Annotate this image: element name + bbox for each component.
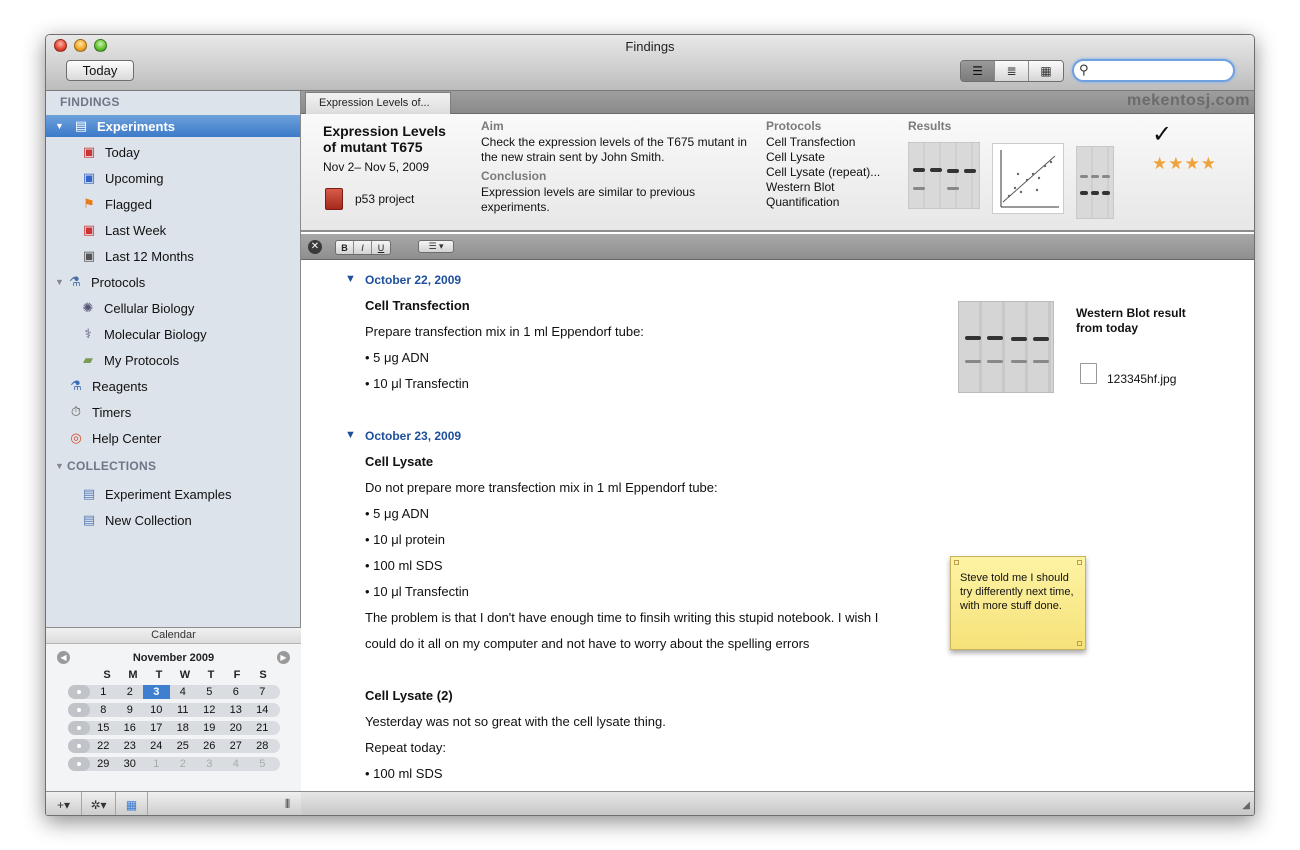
- cell-icon: ✺: [82, 300, 94, 315]
- bold-button[interactable]: B: [336, 241, 354, 254]
- list-view-icon[interactable]: ≣: [995, 61, 1029, 81]
- sidebar-item-molecular-biology[interactable]: [46, 323, 300, 345]
- western-blot-image[interactable]: [958, 301, 1054, 393]
- table-view-icon[interactable]: ▦: [1029, 61, 1063, 81]
- sidebar-item-label: Experiment Examples: [105, 486, 232, 502]
- calendar-month: November 2009: [132, 652, 215, 664]
- sidebar-item-cellular-biology[interactable]: [46, 297, 300, 319]
- entry-line: could do it all on my computer and not have to worry about the spelling errors: [365, 636, 810, 651]
- window-title: Findings: [625, 39, 675, 54]
- sidebar-item-protocols[interactable]: [46, 271, 300, 293]
- entry-disclosure-icon[interactable]: ▼: [345, 429, 356, 441]
- calendar-day[interactable]: 13: [229, 704, 242, 716]
- project-link[interactable]: p53 project: [355, 192, 415, 206]
- entry-line: Do not prepare more transfection mix in 1 ml Eppendorf tube:: [365, 480, 718, 495]
- calendar-week: [68, 685, 280, 699]
- calendar-day[interactable]: 9: [126, 704, 133, 716]
- attachment-filename[interactable]: 123345hf.jpg: [1107, 372, 1177, 386]
- weekday-label: W: [179, 669, 191, 681]
- experiment-title: Expression Levels of mutant T675: [323, 123, 446, 155]
- underline-button[interactable]: U: [372, 241, 390, 254]
- close-editor-icon[interactable]: ✕: [308, 240, 322, 254]
- aim-header: Aim: [481, 119, 504, 133]
- entry-title: Cell Transfection: [365, 298, 470, 313]
- calendar-day[interactable]: 16: [123, 722, 136, 734]
- results-header: Results: [908, 119, 952, 133]
- search-icon: ⚲: [1079, 62, 1089, 77]
- list-style-dropdown[interactable]: ☰ ▾: [418, 240, 454, 253]
- previous-month-icon[interactable]: ◀: [57, 651, 70, 664]
- entry-line: • 100 ml SDS: [365, 766, 443, 781]
- tab-bar: [301, 91, 1255, 114]
- entry-line: • 10 μl Transfectin: [365, 376, 469, 391]
- entry-line: • 10 μl protein: [365, 532, 445, 547]
- stopwatch-icon: ⏱: [70, 404, 82, 419]
- result-thumbnail-blot[interactable]: [908, 142, 980, 209]
- sidebar-item-label: New Collection: [105, 512, 192, 528]
- calendar-day[interactable]: 29: [97, 758, 110, 770]
- calendar-year-icon: ▣: [82, 248, 96, 263]
- text-format-control: [335, 240, 391, 255]
- entry-line: • 5 μg ADN: [365, 350, 430, 365]
- sidebar: [46, 91, 301, 816]
- week-select-icon[interactable]: [68, 721, 90, 735]
- entry-title: Cell Lysate (2): [365, 688, 453, 703]
- weekday-label: T: [207, 669, 215, 681]
- findings-window: [45, 34, 1255, 816]
- lifebuoy-icon: ◎: [70, 430, 82, 445]
- next-month-icon[interactable]: ▶: [277, 651, 290, 664]
- entry-line: • 10 μl Transfectin: [365, 584, 469, 599]
- toolbar: [46, 35, 1254, 91]
- calendar-day[interactable]: 5: [206, 686, 213, 698]
- weekday-label: T: [155, 669, 163, 681]
- calendar-day[interactable]: 10: [150, 704, 163, 716]
- sidebar-bottom-bar: [46, 791, 301, 816]
- calendar-week: [68, 721, 280, 735]
- sidebar-item-label: Today: [105, 144, 140, 160]
- protocol-item[interactable]: Cell Lysate: [766, 150, 825, 164]
- weekday-label: S: [259, 669, 267, 681]
- entry-line: Repeat today:: [365, 740, 446, 755]
- calendar-day[interactable]: 25: [176, 740, 189, 752]
- sticky-corner-icon: [954, 560, 959, 565]
- calendar-weekday-header: [94, 669, 276, 681]
- notebook-content[interactable]: [301, 261, 1255, 791]
- calendar-icon: ▣: [82, 222, 96, 237]
- completed-checkmark-icon[interactable]: ✓: [1152, 121, 1173, 148]
- calendar-day-today[interactable]: 3: [143, 685, 170, 699]
- sidebar-item-label: Cellular Biology: [104, 300, 195, 316]
- calendar-day[interactable]: 15: [97, 722, 110, 734]
- entry-line: • 5 μg ADN: [365, 506, 430, 521]
- calendar-day-next-month[interactable]: 4: [232, 758, 239, 770]
- entry-line: Prepare transfection mix in 1 ml Eppendorf tube:: [365, 324, 644, 339]
- attachment-title: Western Blot result from today: [1076, 306, 1186, 335]
- result-thumbnail-scatter[interactable]: [992, 143, 1064, 214]
- calendar-day[interactable]: 28: [256, 740, 269, 752]
- calendar-day[interactable]: 8: [100, 704, 107, 716]
- calendar-day-next-month[interactable]: 5: [259, 758, 266, 770]
- protocol-item[interactable]: Cell Lysate (repeat)...: [766, 165, 881, 179]
- window-resize-grip-icon[interactable]: ◢: [1242, 800, 1250, 811]
- disclosure-triangle-icon[interactable]: ▼: [55, 277, 64, 287]
- main-pane: [301, 91, 1255, 816]
- search-input[interactable]: [1094, 63, 1224, 79]
- entry-line: • 100 ml SDS: [365, 558, 443, 573]
- calendar-day[interactable]: 19: [203, 722, 216, 734]
- rating-stars[interactable]: ★★★★: [1152, 154, 1217, 173]
- calendar-day[interactable]: 11: [177, 704, 189, 716]
- weekday-label: S: [103, 669, 111, 681]
- entry-date: October 22, 2009: [365, 273, 462, 287]
- week-select-icon[interactable]: [68, 739, 90, 753]
- editor-toolbar: [301, 234, 1255, 260]
- conclusion-header: Conclusion: [481, 169, 547, 183]
- calendar-day[interactable]: 7: [259, 686, 266, 698]
- gear-menu-icon[interactable]: ✲▾: [82, 792, 116, 817]
- sidebar-item-label: Timers: [92, 404, 132, 420]
- calendar-day[interactable]: 30: [123, 758, 136, 770]
- sidebar-item-label: Help Center: [92, 430, 162, 446]
- protocol-item[interactable]: Cell Transfection: [766, 135, 856, 149]
- sidebar-item-my-protocols[interactable]: [46, 349, 300, 371]
- experiments-icon: ▤: [74, 118, 88, 133]
- calendar-week: [68, 757, 280, 771]
- flag-icon: ⚑: [83, 196, 95, 211]
- flask-icon: ⚗: [70, 378, 82, 393]
- calendar-week: [68, 703, 280, 717]
- week-select-icon[interactable]: [68, 703, 90, 717]
- sidebar-item-label: My Protocols: [104, 352, 180, 368]
- project-book-icon: [325, 188, 343, 210]
- entry-line: The problem is that I don't have enough time to finsih writing this stupid notebook. I wish I: [365, 610, 879, 625]
- calendar-day[interactable]: 12: [203, 704, 216, 716]
- aim-text: Check the expression levels of the T675 mutant in the new strain sent by John Smith.: [481, 135, 747, 164]
- result-thumbnail-blot-2[interactable]: [1076, 146, 1114, 219]
- calendar-week: [68, 739, 280, 753]
- calendar-day[interactable]: 18: [176, 722, 189, 734]
- experiment-dates: Nov 2– Nov 5, 2009: [323, 160, 430, 174]
- collection-icon: ▤: [82, 486, 96, 501]
- sticky-resize-icon[interactable]: [1077, 641, 1082, 646]
- protocols-header: Protocols: [766, 119, 822, 133]
- sidebar-item-help-center[interactable]: [46, 427, 300, 449]
- folder-icon: ▰: [83, 352, 93, 367]
- dna-icon: ⚕: [84, 326, 92, 341]
- calendar-day-next-month[interactable]: 3: [206, 758, 213, 770]
- sidebar-item-label: Last 12 Months: [105, 248, 194, 264]
- sidebar-item-label: Upcoming: [105, 170, 164, 186]
- calendar-icon: ▣: [82, 144, 96, 159]
- sidebar-item-reagents[interactable]: [46, 375, 300, 397]
- entry-title: Cell Lysate: [365, 454, 434, 469]
- calendar-title: Calendar: [46, 628, 301, 644]
- sidebar-item-label: Flagged: [105, 196, 152, 212]
- calendar-day[interactable]: 27: [229, 740, 242, 752]
- calendar-day[interactable]: 24: [150, 740, 163, 752]
- entry-disclosure-icon[interactable]: ▼: [345, 273, 356, 285]
- week-select-icon[interactable]: [68, 757, 90, 771]
- mini-calendar: [46, 627, 301, 791]
- upcoming-icon: ▣: [82, 170, 96, 185]
- view-mode-control: [960, 60, 1064, 82]
- week-select-icon[interactable]: [68, 685, 90, 699]
- today-button[interactable]: Today: [66, 60, 134, 81]
- calendar-day[interactable]: 4: [179, 686, 186, 698]
- add-menu-icon[interactable]: +▾: [46, 792, 82, 817]
- sidebar-item-last-12-months[interactable]: [46, 245, 300, 267]
- search-field[interactable]: [1072, 59, 1235, 82]
- sticky-note[interactable]: [950, 556, 1086, 650]
- conclusion-text: Expression levels are similar to previous experiments.: [481, 185, 696, 214]
- image-file-icon[interactable]: [1080, 363, 1097, 384]
- experiment-summary: [301, 114, 1255, 232]
- sidebar-item-last-week[interactable]: [46, 219, 300, 241]
- sidebar-item-flagged[interactable]: [46, 193, 300, 215]
- calendar-day[interactable]: 20: [229, 722, 242, 734]
- collection-icon: ▤: [82, 512, 96, 527]
- findings-section-header: FINDINGS: [60, 95, 120, 109]
- disclosure-triangle-icon[interactable]: ▼: [55, 121, 64, 131]
- sidebar-item-label: Reagents: [92, 378, 148, 394]
- protocols-icon: ⚗: [69, 274, 81, 289]
- calendar-day-next-month[interactable]: 2: [179, 758, 186, 770]
- entry-date: October 23, 2009: [365, 429, 462, 443]
- protocol-item[interactable]: Quantification: [766, 195, 840, 209]
- sticky-corner-icon: [1077, 560, 1082, 565]
- sidebar-item-label: Protocols: [91, 274, 146, 290]
- calendar-day[interactable]: 2: [126, 686, 133, 698]
- weekday-label: F: [233, 669, 241, 681]
- list-detail-view-icon[interactable]: ☰: [961, 61, 995, 81]
- sidebar-item-experiments[interactable]: [46, 115, 300, 137]
- protocol-item[interactable]: Western Blot: [766, 180, 835, 194]
- calendar-day[interactable]: 14: [256, 704, 269, 716]
- calendar-day[interactable]: 1: [100, 686, 107, 698]
- calendar-day[interactable]: 23: [123, 740, 136, 752]
- calendar-day[interactable]: 26: [203, 740, 216, 752]
- collections-header-label: COLLECTIONS: [67, 459, 157, 473]
- collections-section-header: [46, 459, 300, 479]
- sidebar-item-today[interactable]: [46, 141, 300, 163]
- calendar-day-next-month[interactable]: 1: [153, 758, 160, 770]
- sidebar-item-new-collection[interactable]: [46, 509, 300, 531]
- split-resize-icon[interactable]: ⦀: [284, 797, 291, 811]
- disclosure-triangle-icon[interactable]: ▼: [55, 461, 65, 471]
- watermark: mekentosj.com: [1127, 92, 1250, 109]
- bottom-bar-spacer: [148, 792, 274, 817]
- calendar-toggle-icon[interactable]: ▦: [116, 792, 148, 817]
- tab-expression-levels[interactable]: Expression Levels of...: [305, 92, 451, 114]
- calendar-day[interactable]: 21: [256, 722, 269, 734]
- entry-line: Yesterday was not so great with the cell lysate thing.: [365, 714, 666, 729]
- sticky-note-text[interactable]: Steve told me I should try differently next time, with more stuff done.: [960, 572, 1074, 612]
- sidebar-item-label: Experiments: [97, 118, 176, 134]
- sidebar-item-timers[interactable]: [46, 401, 300, 423]
- main-bottom-bar: [301, 791, 1255, 816]
- sidebar-item-label: Last Week: [105, 222, 167, 238]
- italic-button[interactable]: I: [354, 241, 372, 254]
- calendar-day[interactable]: 6: [232, 686, 239, 698]
- sidebar-item-label: Molecular Biology: [104, 326, 207, 342]
- calendar-day[interactable]: 17: [150, 722, 163, 734]
- sidebar-item-upcoming[interactable]: [46, 167, 300, 189]
- weekday-label: M: [128, 669, 138, 681]
- sidebar-item-experiment-examples[interactable]: [46, 483, 300, 505]
- calendar-day[interactable]: 22: [97, 740, 110, 752]
